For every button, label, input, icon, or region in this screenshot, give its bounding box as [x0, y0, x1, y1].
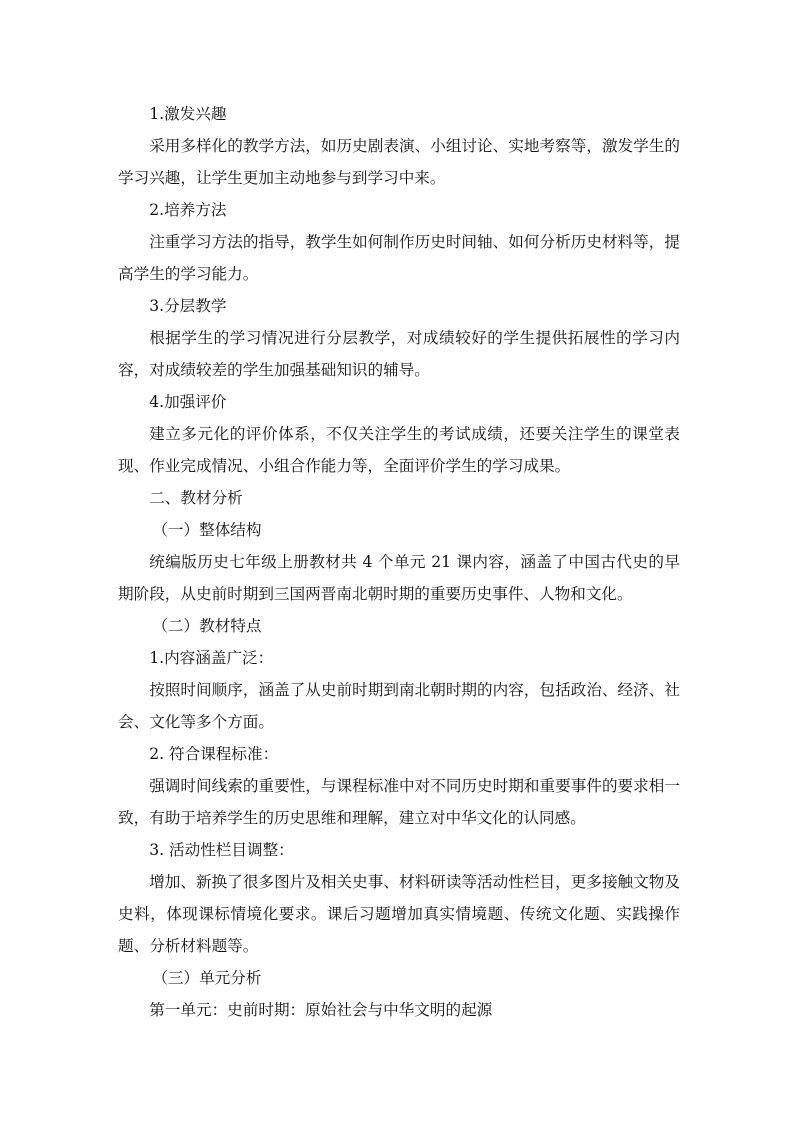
paragraph-cultivate-methods: 注重学习方法的指导，教学生如何制作历史时间轴、如何分析历史材料等，提高学生的学习能力。 — [118, 233, 680, 283]
paragraph-strengthen-evaluation: 建立多元化的评价体系，不仅关注学生的考试成绩，还要关注学生的课堂表现、作业完成情况、小组合作能力等，全面评价学生的学习成果。 — [118, 425, 680, 475]
heading-activity-columns: 3. 活动性栏目调整： — [149, 841, 294, 859]
paragraph-activity-columns: 增加、新换了很多图片及相关史事、材料研读等活动性栏目，更多接触文物及史料，体现课标情境化要求。课后习题增加真实情境题、传统文化题、实践操作题、分析材料题等。 — [118, 873, 680, 955]
section-heading-textbook-analysis: 二、教材分析 — [149, 489, 243, 507]
heading-cultivate-methods: 2.培养方法 — [149, 201, 227, 219]
subsection-heading-textbook-features: （二）教材特点 — [152, 617, 262, 635]
subsection-heading-unit-analysis: （三）单元分析 — [152, 969, 262, 987]
paragraph-tiered-teaching: 根据学生的学习情况进行分层教学，对成绩较好的学生提供拓展性的学习内容，对成绩较差的学生加强基础知识的辅导。 — [118, 329, 680, 379]
paragraph-stimulate-interest: 采用多样化的教学方法，如历史剧表演、小组讨论、实地考察等，激发学生的学习兴趣，让学生更加主动地参与到学习中来。 — [118, 137, 680, 187]
heading-strengthen-evaluation: 4.加强评价 — [149, 393, 227, 411]
heading-stimulate-interest: 1.激发兴趣 — [149, 105, 227, 123]
heading-broad-content: 1.内容涵盖广泛： — [149, 649, 274, 667]
paragraph-broad-content: 按照时间顺序，涵盖了从史前时期到南北朝时期的内容，包括政治、经济、社会、文化等多个方面。 — [118, 681, 680, 731]
paragraph-overall-structure: 统编版历史七年级上册教材共 4 个单元 21 课内容，涵盖了中国古代史的早期阶段，从史前时期到三国两晋南北朝时期的重要历史事件、人物和文化。 — [118, 553, 680, 603]
paragraph-unit-one: 第一单元：史前时期：原始社会与中华文明的起源 — [149, 1001, 493, 1019]
paragraph-curriculum-standards: 强调时间线索的重要性，与课程标准中对不同历史时期和重要事件的要求相一致，有助于培养学生的历史思维和理解，建立对中华文化的认同感。 — [118, 777, 680, 827]
heading-curriculum-standards: 2. 符合课程标准： — [149, 745, 279, 763]
subsection-heading-overall-structure: （一）整体结构 — [152, 521, 262, 539]
document-body — [118, 98, 680, 1026]
heading-tiered-teaching: 3.分层教学 — [149, 297, 227, 315]
